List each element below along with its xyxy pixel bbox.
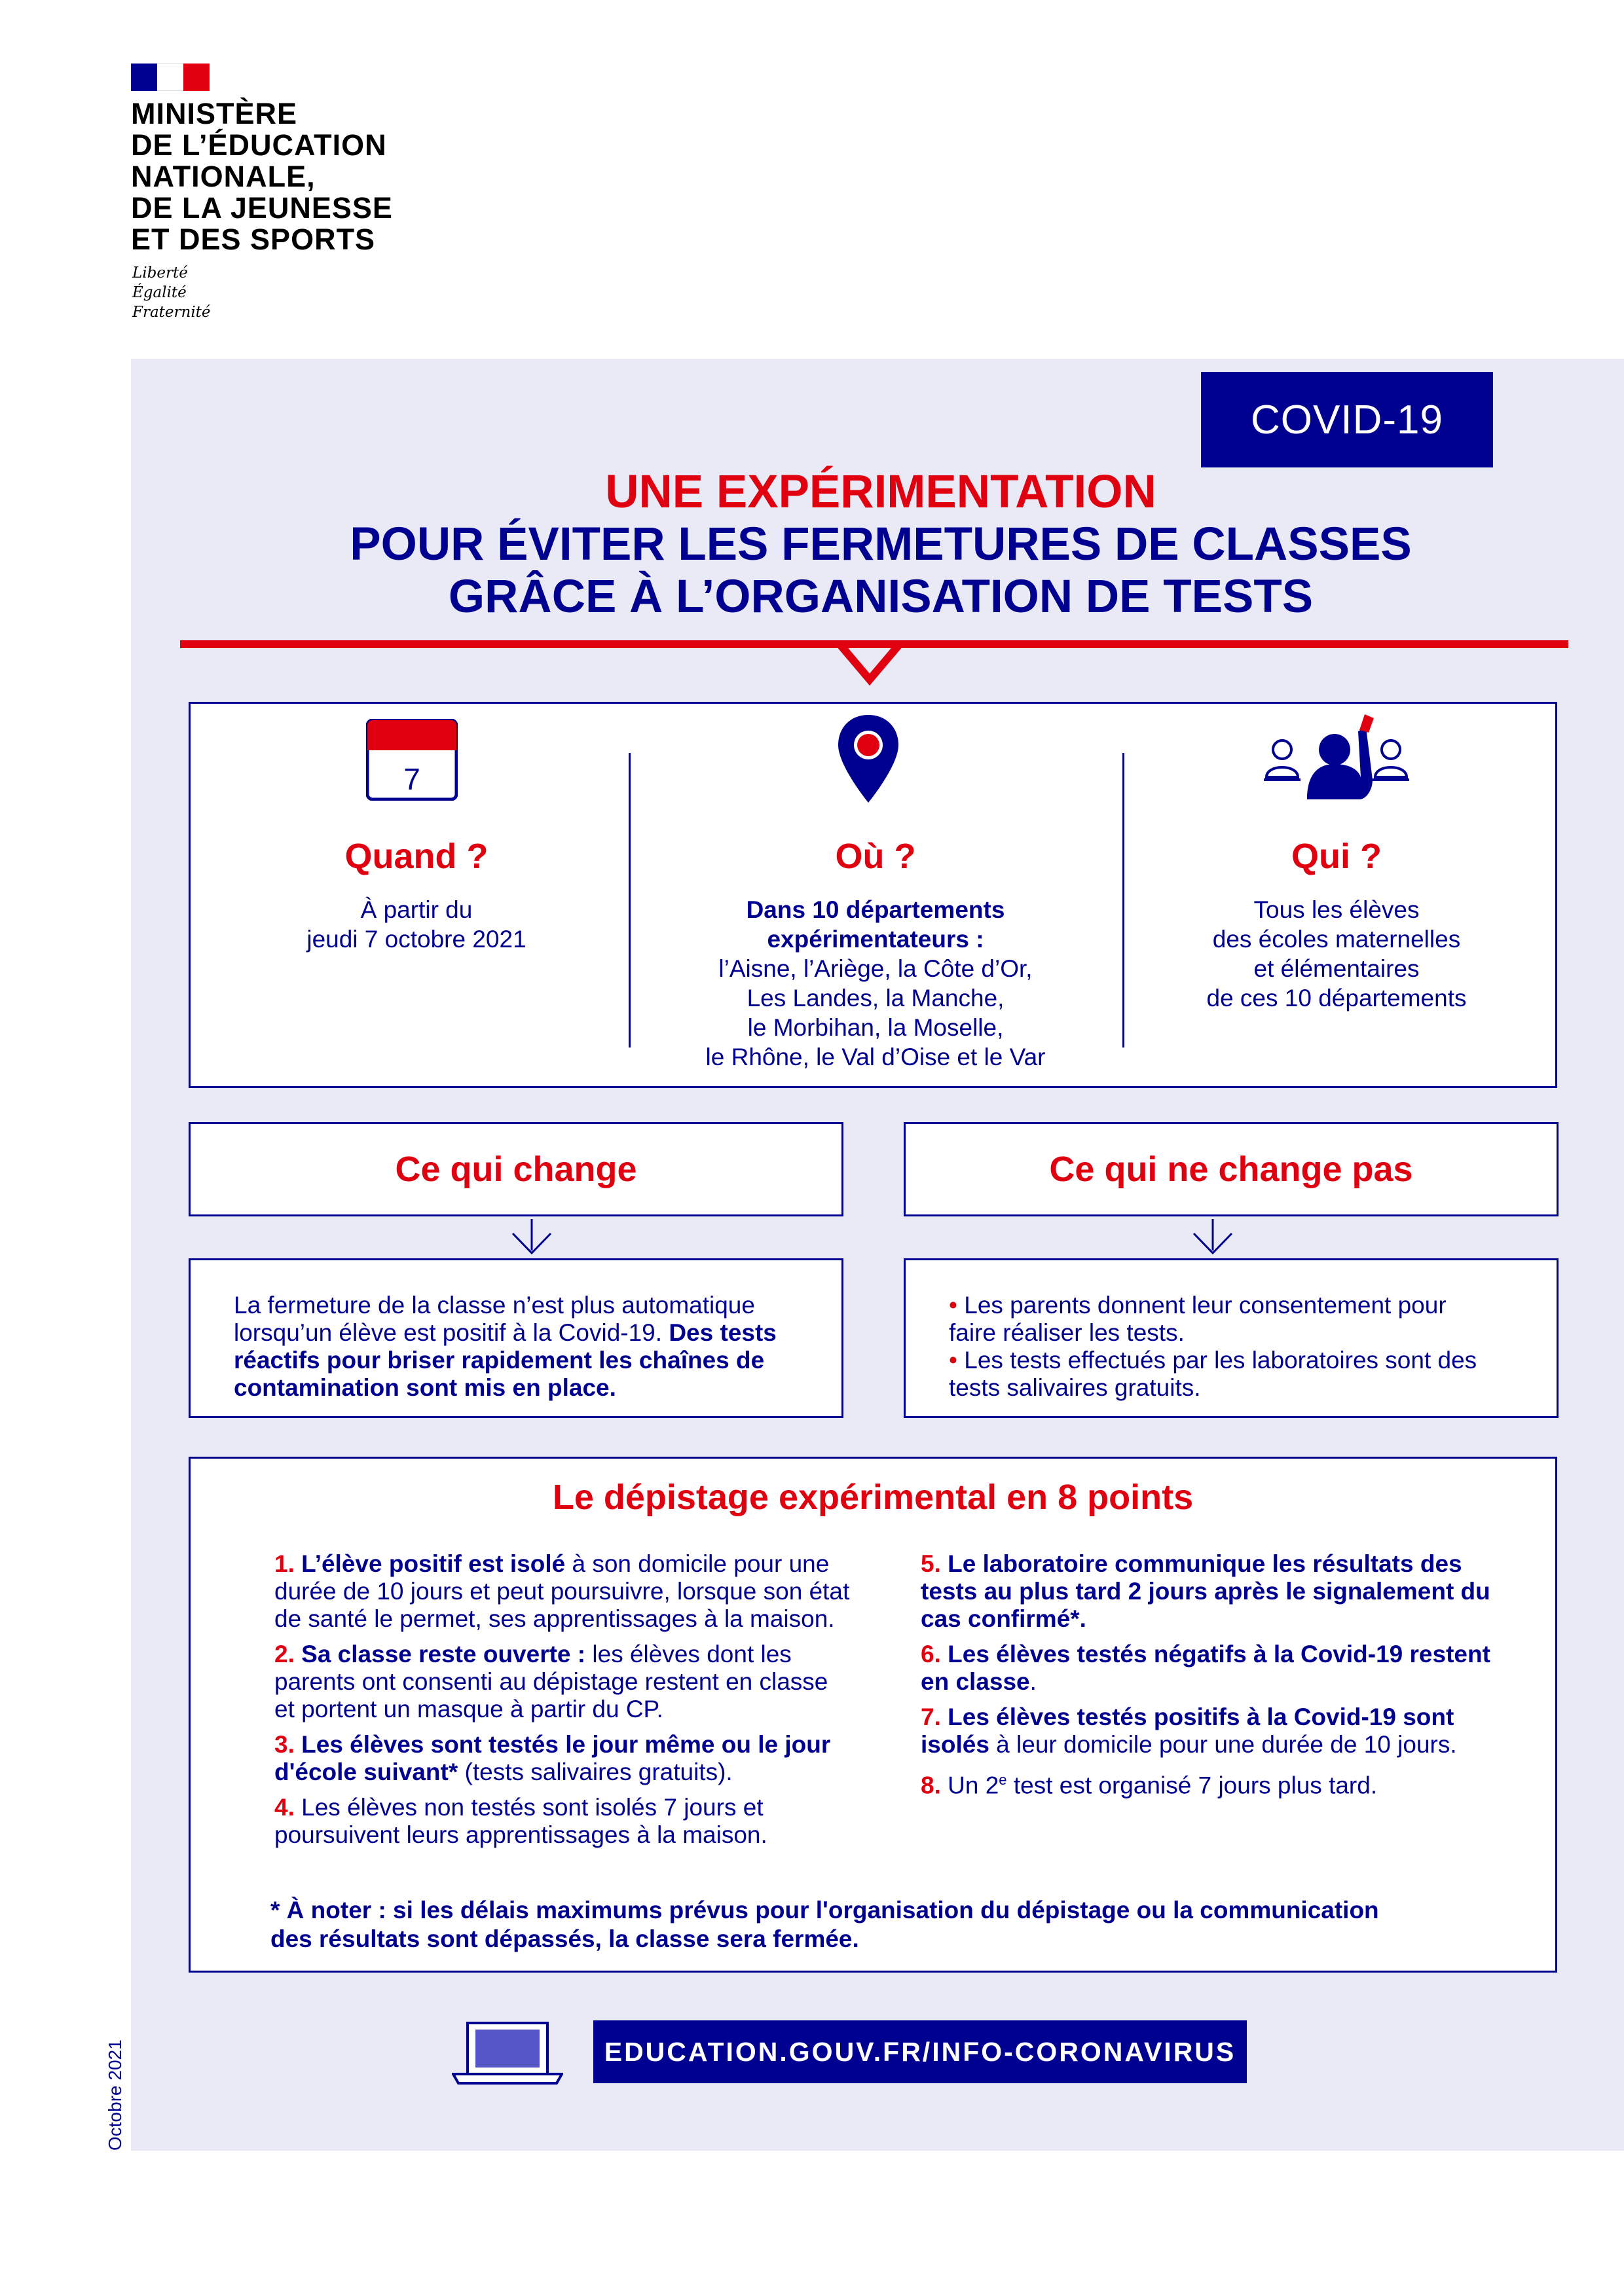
change-text-box <box>189 1258 843 1418</box>
quand-column <box>233 835 600 954</box>
nochange-item: • Les parents donnent leur consentement pour faire réaliser les tests. <box>949 1292 1447 1346</box>
publication-date: Octobre 2021 <box>105 2039 125 2151</box>
republic-motto: Liberté Égalité Fraternité <box>132 264 211 321</box>
arrow-down-icon <box>509 1218 555 1257</box>
points-note: * À noter : si les délais maximums prévus pour l'organisation du dépistage ou la communication des résultats sont dépassés, la classe sera fermée. <box>270 1897 1379 1952</box>
calendar-day: 7 <box>403 762 420 796</box>
laptop-icon <box>452 2020 563 2086</box>
qui-column <box>1153 835 1520 1013</box>
points-heading: Le dépistage expérimental en 8 points <box>552 1478 1194 1517</box>
change-text: La fermeture de la classe n’est plus automatique lorsqu’un élève est positif à la Covid-19. Des tests réactifs pour briser rapidement les chaînes de contamination sont mis en place. <box>234 1292 777 1401</box>
point-item: 8. Un 2e test est organisé 7 jours plus tard. <box>921 1772 1378 1799</box>
students-icon <box>1261 712 1412 803</box>
info-link[interactable]: EDUCATION.GOUV.FR/INFO-CORONAVIRUS <box>593 2020 1247 2083</box>
quand-text: À partir du jeudi 7 octobre 2021 <box>306 896 526 953</box>
map-pin-icon <box>836 714 901 805</box>
nochange-text-box <box>904 1258 1559 1418</box>
change-heading: Ce qui change <box>395 1150 637 1189</box>
ou-text: Dans 10 départements expérimentateurs : l’Aisne, l’Ariège, la Côte d’Or, Les Landes, la Manche, le Morbihan, la Moselle, le Rhône, le Val d’Oise et le Var <box>705 896 1046 1070</box>
point-item: 4. Les élèves non testés sont isolés 7 jours et poursuivent leurs apprentissages à la maison. <box>274 1794 767 1848</box>
info-box <box>189 702 1557 1088</box>
points-box <box>189 1457 1557 1973</box>
arrow-down-icon <box>1190 1218 1236 1257</box>
chevron-down-icon <box>837 642 902 686</box>
column-divider <box>1122 753 1124 1048</box>
point-item: 1. L’élève positif est isolé à son domicile pour une durée de 10 jours et peut poursuivre, lorsque son état de santé le permet, ses apprentissages à la maison. <box>274 1550 850 1632</box>
ou-column <box>692 835 1059 1072</box>
calendar-icon <box>366 719 458 801</box>
ministry-name: MINISTÈRE DE L’ÉDUCATION NATIONALE, DE LA JEUNESSE ET DES SPORTS <box>131 97 393 256</box>
point-item: 6. Les élèves testés négatifs à la Covid-19 restent en classe. <box>921 1641 1490 1695</box>
covid-badge: COVID-19 <box>1201 372 1493 467</box>
points-left-column <box>274 1550 851 1857</box>
column-divider <box>629 753 631 1048</box>
republic-flag-logo <box>131 64 210 91</box>
point-item: 5. Le laboratoire communique les résultats des tests au plus tard 2 jours après le signalement du cas confirmé*. <box>921 1550 1490 1632</box>
qui-heading: Qui ? <box>1291 837 1382 876</box>
point-item: 3. Les élèves sont testés le jour même ou le jour d'école suivant* (tests salivaires gratuits). <box>274 1731 831 1785</box>
qui-text: Tous les élèves des écoles maternelles et élémentaires de ces 10 départements <box>1206 896 1467 1011</box>
point-item: 2. Sa classe reste ouverte : les élèves dont les parents ont consenti au dépistage restent en classe et portent un masque à partir du CP. <box>274 1641 828 1722</box>
points-right-column <box>921 1550 1523 1807</box>
nochange-item: • Les tests effectués par les laboratoires sont des tests salivaires gratuits. <box>949 1347 1477 1401</box>
page-title: UNE EXPÉRIMENTATION POUR ÉVITER LES FERMETURES DE CLASSES GRÂCE À L’ORGANISATION DE TESTS <box>350 466 1412 623</box>
nochange-heading: Ce qui ne change pas <box>1049 1150 1413 1189</box>
nochange-heading-box <box>904 1122 1559 1216</box>
point-item: 7. Les élèves testés positifs à la Covid-19 sont isolés à leur domicile pour une durée de 10 jours. <box>921 1704 1457 1758</box>
change-heading-box <box>189 1122 843 1216</box>
quand-heading: Quand ? <box>344 837 489 876</box>
ou-heading: Où ? <box>835 837 916 876</box>
